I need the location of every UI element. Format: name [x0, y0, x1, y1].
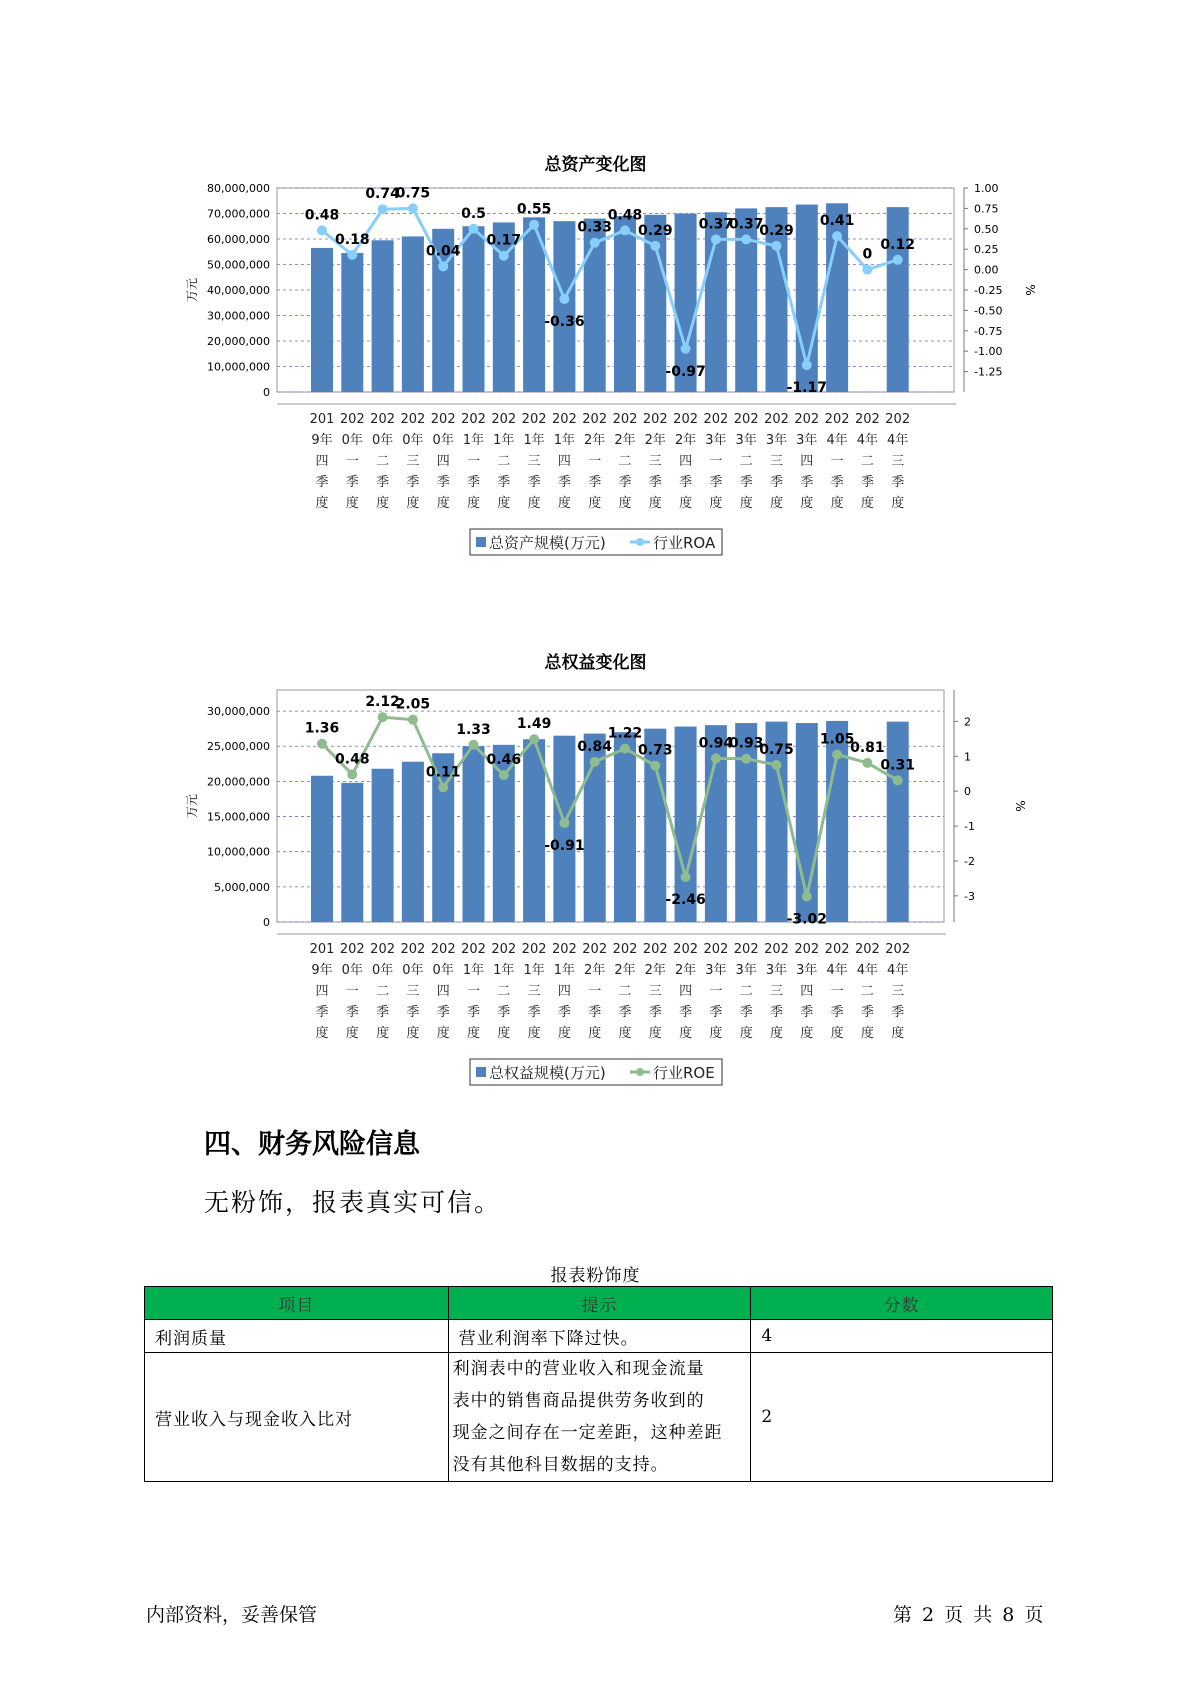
x-tick-label: 202 1年二季度 — [491, 942, 517, 1041]
asset-chart-title: 总资产变化图 — [544, 155, 647, 175]
x-tick-label: 202 3年四季度 — [794, 942, 820, 1041]
x-tick-label: 202 2年三季度 — [642, 942, 668, 1041]
row-item: 营业收入与现金收入比对 — [145, 1353, 449, 1482]
bar — [341, 783, 363, 922]
x-tick-label: 202 2年四季度 — [673, 942, 699, 1041]
whitewash-table — [144, 1286, 1053, 1482]
data-label: 0.75 — [395, 185, 431, 202]
y-axis-name: 万元 — [185, 277, 199, 303]
y2-tick-label: 0.25 — [974, 243, 999, 257]
line-point — [711, 234, 721, 244]
section-body: 无粉饰，报表真实可信。 — [204, 1188, 502, 1217]
bar — [735, 723, 757, 922]
data-label: 0.48 — [304, 207, 340, 224]
y2-tick-label: 1 — [964, 750, 971, 764]
data-label: 1.33 — [456, 721, 491, 738]
y-tick-label: 50,000,000 — [207, 258, 270, 272]
legend-line-label: 行业ROE — [653, 1064, 715, 1082]
data-label: 0.29 — [759, 222, 794, 239]
hint-line: 表中的销售商品提供劳务收到的 — [452, 1391, 705, 1411]
line-point — [590, 238, 600, 248]
y-tick-label: 30,000,000 — [207, 705, 270, 719]
data-label: 0 — [862, 246, 873, 263]
y-tick-label: 10,000,000 — [207, 360, 270, 374]
y-tick-label: 40,000,000 — [207, 284, 270, 297]
bar — [402, 236, 424, 392]
data-label: 0.17 — [486, 232, 522, 249]
line-point — [862, 265, 872, 275]
x-tick-label: 202 4年一季度 — [824, 412, 850, 511]
line-point — [681, 872, 691, 882]
y-tick-label: 0 — [263, 386, 270, 399]
y-axis-name: 万元 — [185, 793, 199, 819]
y2-tick-label: -0.50 — [974, 304, 1003, 318]
hint-line: 没有其他科目数据的支持。 — [452, 1455, 669, 1475]
x-tick-label: 202 4年三季度 — [885, 942, 911, 1041]
data-label: 0.84 — [577, 738, 612, 755]
y2-tick-label: 1.00 — [974, 182, 999, 195]
footer-page-number: 第 2 页 共 8 页 — [893, 1604, 1044, 1626]
x-tick-label: 202 2年三季度 — [642, 412, 668, 511]
y2-tick-label: -1.25 — [974, 365, 1003, 379]
data-label: -0.36 — [544, 313, 585, 330]
line-point — [590, 757, 600, 767]
bar — [523, 739, 545, 922]
table-caption: 报表粉饰度 — [550, 1266, 641, 1286]
x-tick-label: 202 3年三季度 — [764, 942, 789, 1041]
x-tick-label: 202 0年二季度 — [370, 412, 396, 511]
total-equity-chart — [0, 680, 1191, 1120]
row-score: 4 — [751, 1320, 1053, 1353]
data-label: 0.04 — [425, 243, 461, 260]
line-point — [802, 892, 812, 902]
data-label: 0.73 — [638, 742, 673, 759]
hint-line: 现金之间存在一定差距，这种差距 — [452, 1423, 723, 1443]
data-label: 2.12 — [365, 694, 400, 711]
line-point — [772, 760, 782, 770]
data-label: 0.94 — [698, 735, 734, 752]
data-label: 1.22 — [607, 725, 643, 742]
line-point — [408, 715, 418, 725]
line-point — [559, 818, 569, 828]
line-point — [832, 231, 842, 241]
x-tick-label: 202 1年三季度 — [521, 942, 547, 1041]
header-score: 分数 — [751, 1287, 1053, 1320]
data-label: 0.55 — [516, 201, 552, 218]
data-label: 0.48 — [607, 207, 643, 224]
y2-tick-label: 2 — [964, 715, 971, 729]
line-point — [772, 241, 782, 251]
y-tick-label: 5,000,000 — [214, 880, 270, 894]
line-point — [408, 203, 418, 213]
line-point — [529, 734, 539, 744]
line-point — [469, 224, 479, 234]
legend-bar-label: 总权益规模(万元) — [489, 1064, 606, 1082]
y-tick-label: 15,000,000 — [207, 810, 270, 824]
y2-tick-label: -1 — [964, 820, 975, 834]
y2-tick-label: 0.50 — [974, 222, 999, 236]
data-label: 0.46 — [486, 752, 522, 769]
line-point — [378, 204, 388, 214]
data-label: -3.02 — [786, 911, 827, 928]
x-tick-label: 202 2年二季度 — [612, 412, 638, 511]
y2-tick-label: -2 — [964, 854, 975, 868]
table-row — [145, 1320, 1053, 1353]
bar — [887, 722, 909, 922]
data-label: 0.41 — [819, 213, 855, 230]
line-point — [317, 225, 327, 235]
total-asset-chart — [0, 180, 1191, 620]
section-heading: 四、财务风险信息 — [204, 1129, 420, 1160]
x-tick-label: 202 0年二季度 — [370, 942, 396, 1041]
line-point — [862, 758, 872, 768]
x-tick-label: 202 3年四季度 — [794, 412, 820, 511]
y-tick-label: 60,000,000 — [207, 233, 270, 246]
x-tick-label: 202 3年二季度 — [733, 942, 759, 1041]
y2-tick-label: 0 — [964, 785, 971, 799]
data-label: 0.74 — [365, 186, 400, 203]
data-label: 2.05 — [395, 696, 431, 713]
y2-tick-label: -1.00 — [974, 345, 1003, 359]
data-label: 0.18 — [335, 231, 370, 248]
row-score: 2 — [751, 1353, 1053, 1482]
line-point — [620, 225, 630, 235]
line-point — [893, 775, 903, 785]
x-tick-label: 201 9年四季度 — [309, 412, 335, 511]
x-tick-label: 202 1年四季度 — [551, 942, 577, 1041]
row-hint — [448, 1353, 751, 1482]
x-tick-label: 202 2年一季度 — [582, 412, 608, 511]
x-tick-label: 202 3年一季度 — [703, 942, 729, 1041]
x-tick-label: 202 2年一季度 — [582, 942, 608, 1041]
y-tick-label: 20,000,000 — [207, 335, 270, 348]
legend-bar-swatch — [476, 537, 486, 547]
y-tick-label: 0 — [263, 916, 270, 929]
y-tick-label: 30,000,000 — [207, 309, 270, 323]
line-point — [802, 360, 812, 370]
y-tick-label: 10,000,000 — [207, 845, 270, 859]
line-point — [438, 261, 448, 271]
hint-line: 利润表中的营业收入和现金流量 — [452, 1359, 705, 1379]
line-point — [832, 750, 842, 760]
line-point — [711, 753, 721, 763]
data-label: 0.12 — [880, 236, 915, 253]
x-tick-label: 202 4年一季度 — [824, 942, 850, 1041]
x-tick-label: 202 2年二季度 — [612, 942, 638, 1041]
y2-axis-name: % — [1023, 284, 1037, 296]
legend-bar-label: 总资产规模(万元) — [489, 534, 606, 552]
line-point — [529, 220, 539, 230]
data-label: -0.97 — [665, 363, 706, 380]
bar — [553, 221, 575, 392]
data-label: 0.48 — [335, 751, 370, 768]
line-point — [681, 344, 691, 354]
legend-line-marker — [636, 538, 644, 546]
x-tick-label: 202 3年一季度 — [703, 412, 729, 511]
header-item: 项目 — [145, 1287, 449, 1320]
data-label: -0.91 — [544, 837, 585, 854]
bar — [614, 732, 636, 922]
data-label: 0.11 — [425, 764, 461, 781]
x-tick-label: 202 0年一季度 — [339, 942, 365, 1041]
footer-left: 内部资料，妥善保管 — [146, 1604, 318, 1626]
x-tick-label: 202 1年一季度 — [461, 942, 486, 1041]
y2-axis-name: % — [1013, 800, 1027, 812]
bar — [341, 253, 363, 392]
x-tick-label: 202 4年三季度 — [885, 412, 911, 511]
bar — [553, 736, 575, 922]
x-tick-label: 202 0年四季度 — [430, 942, 456, 1041]
data-label: 0.5 — [461, 205, 486, 222]
header-hint: 提示 — [448, 1287, 751, 1320]
legend-line-label: 行业ROA — [653, 534, 716, 552]
data-label: 0.31 — [880, 757, 915, 774]
x-tick-label: 202 1年四季度 — [551, 412, 577, 511]
data-label: 1.36 — [304, 720, 340, 737]
x-tick-label: 201 9年四季度 — [309, 942, 335, 1041]
x-tick-label: 202 4年二季度 — [854, 942, 880, 1041]
line-point — [741, 754, 751, 764]
line-point — [469, 740, 479, 750]
x-tick-label: 202 3年三季度 — [764, 412, 789, 511]
data-label: 0.33 — [577, 219, 612, 236]
x-tick-label: 202 1年一季度 — [461, 412, 486, 511]
line-point — [438, 782, 448, 792]
x-tick-label: 202 2年四季度 — [673, 412, 699, 511]
y-tick-label: 80,000,000 — [207, 182, 270, 195]
line-point — [499, 251, 509, 261]
row-item: 利润质量 — [145, 1320, 449, 1353]
data-label: 0.75 — [759, 742, 794, 759]
line-point — [347, 769, 357, 779]
line-point — [620, 744, 630, 754]
line-point — [559, 294, 569, 304]
x-tick-label: 202 3年二季度 — [733, 412, 759, 511]
bar — [372, 240, 394, 392]
y-tick-label: 25,000,000 — [207, 740, 270, 754]
data-label: 1.49 — [516, 716, 552, 733]
table-row — [145, 1353, 1053, 1482]
data-label: -1.17 — [786, 380, 827, 397]
data-label: 0.29 — [638, 222, 673, 239]
line-point — [347, 250, 357, 260]
line-point — [317, 739, 327, 749]
line-point — [893, 255, 903, 265]
bar — [463, 746, 485, 922]
data-label: 0.81 — [850, 739, 885, 756]
equity-chart-title: 总权益变化图 — [544, 653, 647, 673]
y2-tick-label: 0.00 — [974, 263, 999, 277]
line-point — [650, 241, 660, 251]
line-point — [650, 761, 660, 771]
x-tick-label: 202 4年二季度 — [854, 412, 880, 511]
y2-tick-label: -0.25 — [974, 284, 1003, 297]
line-point — [741, 234, 751, 244]
y2-tick-label: -3 — [964, 889, 975, 903]
x-tick-label: 202 1年三季度 — [521, 412, 547, 511]
x-tick-label: 202 1年二季度 — [491, 412, 517, 511]
bar — [402, 762, 424, 922]
y2-tick-label: 0.75 — [974, 202, 999, 216]
x-tick-label: 202 0年四季度 — [430, 412, 456, 511]
bar — [614, 216, 636, 392]
data-label: 0.37 — [728, 216, 764, 233]
bar — [372, 769, 394, 922]
data-label: 0.37 — [698, 216, 734, 233]
x-tick-label: 202 0年三季度 — [400, 942, 426, 1041]
bar — [463, 226, 485, 392]
bar — [887, 207, 909, 392]
table-header-row — [145, 1287, 1053, 1320]
y-tick-label: 20,000,000 — [207, 775, 270, 789]
row-hint: 营业利润率下降过快。 — [448, 1320, 751, 1353]
y-tick-label: 70,000,000 — [207, 207, 270, 221]
y2-tick-label: -0.75 — [974, 324, 1003, 338]
data-label: -2.46 — [665, 891, 706, 908]
data-label: 0.93 — [728, 735, 764, 752]
x-tick-label: 202 0年三季度 — [400, 412, 426, 511]
legend-line-marker — [636, 1068, 644, 1076]
bar — [311, 776, 333, 922]
data-label: 1.05 — [819, 731, 855, 748]
x-tick-label: 202 0年一季度 — [339, 412, 365, 511]
bar — [311, 248, 333, 392]
line-point — [499, 770, 509, 780]
legend-bar-swatch — [476, 1067, 486, 1077]
line-point — [378, 712, 388, 722]
